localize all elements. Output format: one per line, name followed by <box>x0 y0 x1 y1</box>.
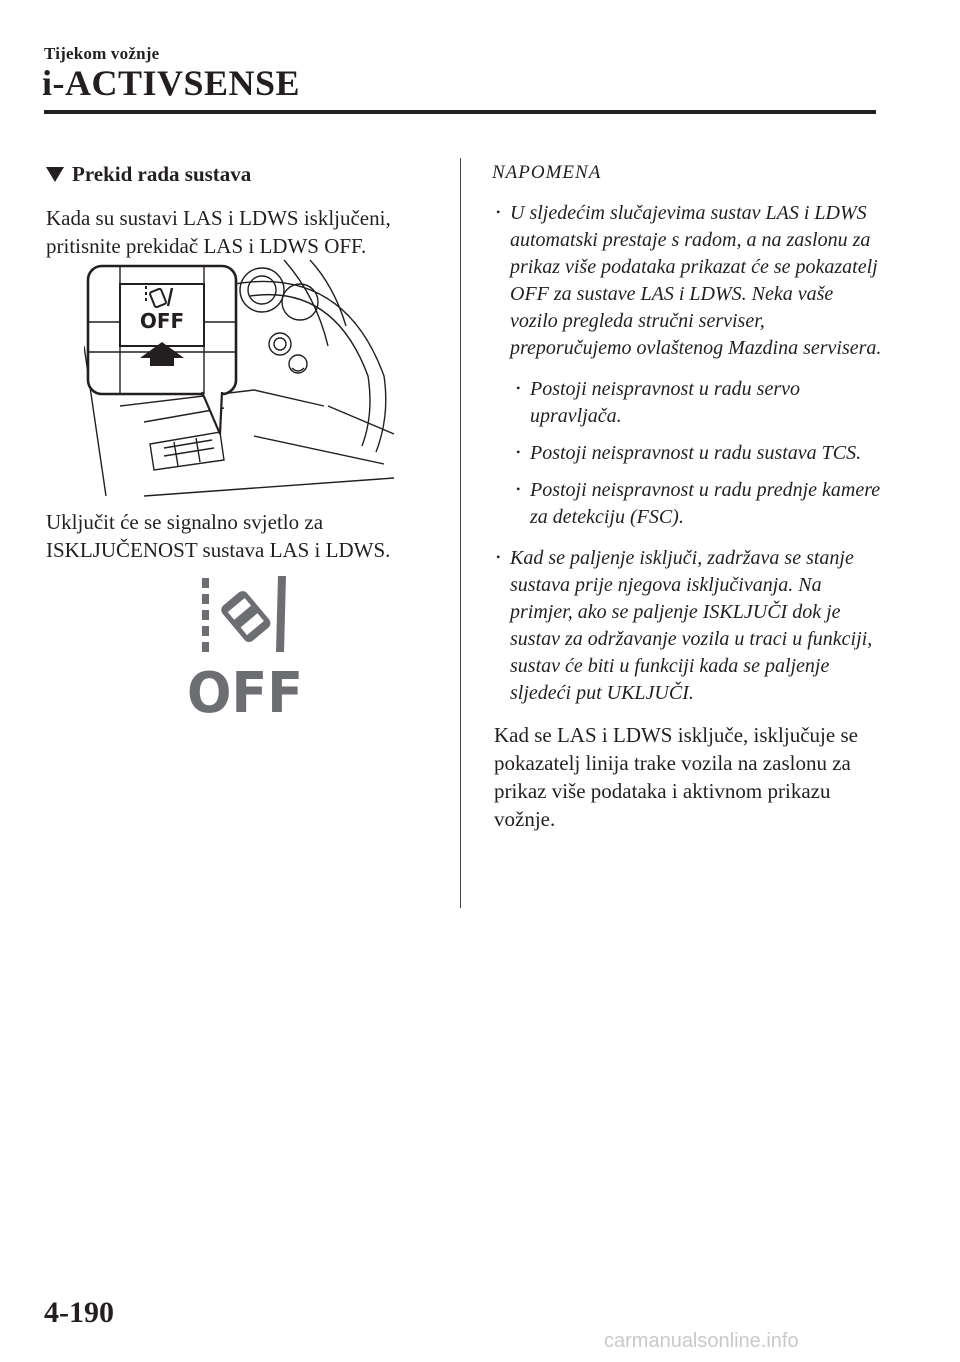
watermark: carmanualsonline.info <box>604 1330 799 1352</box>
note-bullet-2: • Kad se paljenje isključi, zadržava se stanje sustava prije njegova isključivanja. Na primjer, ako se paljenje ISKLJUČI dok je sustav za održavanje vozila u traci u funkciji, sustav će biti u funkciji kada se paljenje sljedeći put UKLJUČI. <box>494 545 884 707</box>
switch-location-illustration <box>84 256 396 500</box>
note-subbullet-2: • Postoji neispravnost u radu sustava TCS. <box>494 440 884 467</box>
switch-off-label: OFF <box>139 309 185 333</box>
instruction-paragraph: Kada su sustavi LAS i LDWS isključeni, pritisnite prekidač LAS i LDWS OFF. <box>46 206 391 258</box>
closing-paragraph: Kad se LAS i LDWS isključe, isključuje se pokazatelj linija trake vozila na zaslonu za prikaz više podataka i aktivnom prikazu vožnje. <box>494 723 858 831</box>
note-content <box>494 200 884 833</box>
header-rule <box>44 110 876 114</box>
las-ldws-off-indicator-icon <box>186 576 304 716</box>
column-divider <box>460 158 461 908</box>
subsection-heading <box>46 162 251 187</box>
section-title: i-ACTIVSENSE <box>42 63 301 103</box>
note-subbullet-1: • Postoji neispravnost u radu servo upravljača. <box>494 376 884 430</box>
subsection-heading-text: Prekid rada sustava <box>72 162 252 186</box>
indicator-paragraph: Uključit će se signalno svjetlo za ISKLJUČENOST sustava LAS i LDWS. <box>46 510 391 562</box>
chapter-title: Tijekom vožnje <box>44 44 160 63</box>
note-bullet-1: • U sljedećim slučajevima sustav LAS i LDWS automatski prestaje s radom, a na zaslonu za prikaz više podataka prikazat će se pokazatelj OFF za sustave LAS i LDWS. Neka vaše vozilo pregleda stručni serviser, preporučujemo ovlaštenog Mazdina servisera. <box>494 200 884 362</box>
note-subbullet-3: • Postoji neispravnost u radu prednje kamere za detekciju (FSC). <box>494 477 884 531</box>
indicator-off-label: OFF <box>187 661 303 716</box>
note-title: NAPOMENA <box>492 162 602 183</box>
page-number: 4-190 <box>44 1296 114 1329</box>
triangle-bullet-icon <box>46 167 64 182</box>
